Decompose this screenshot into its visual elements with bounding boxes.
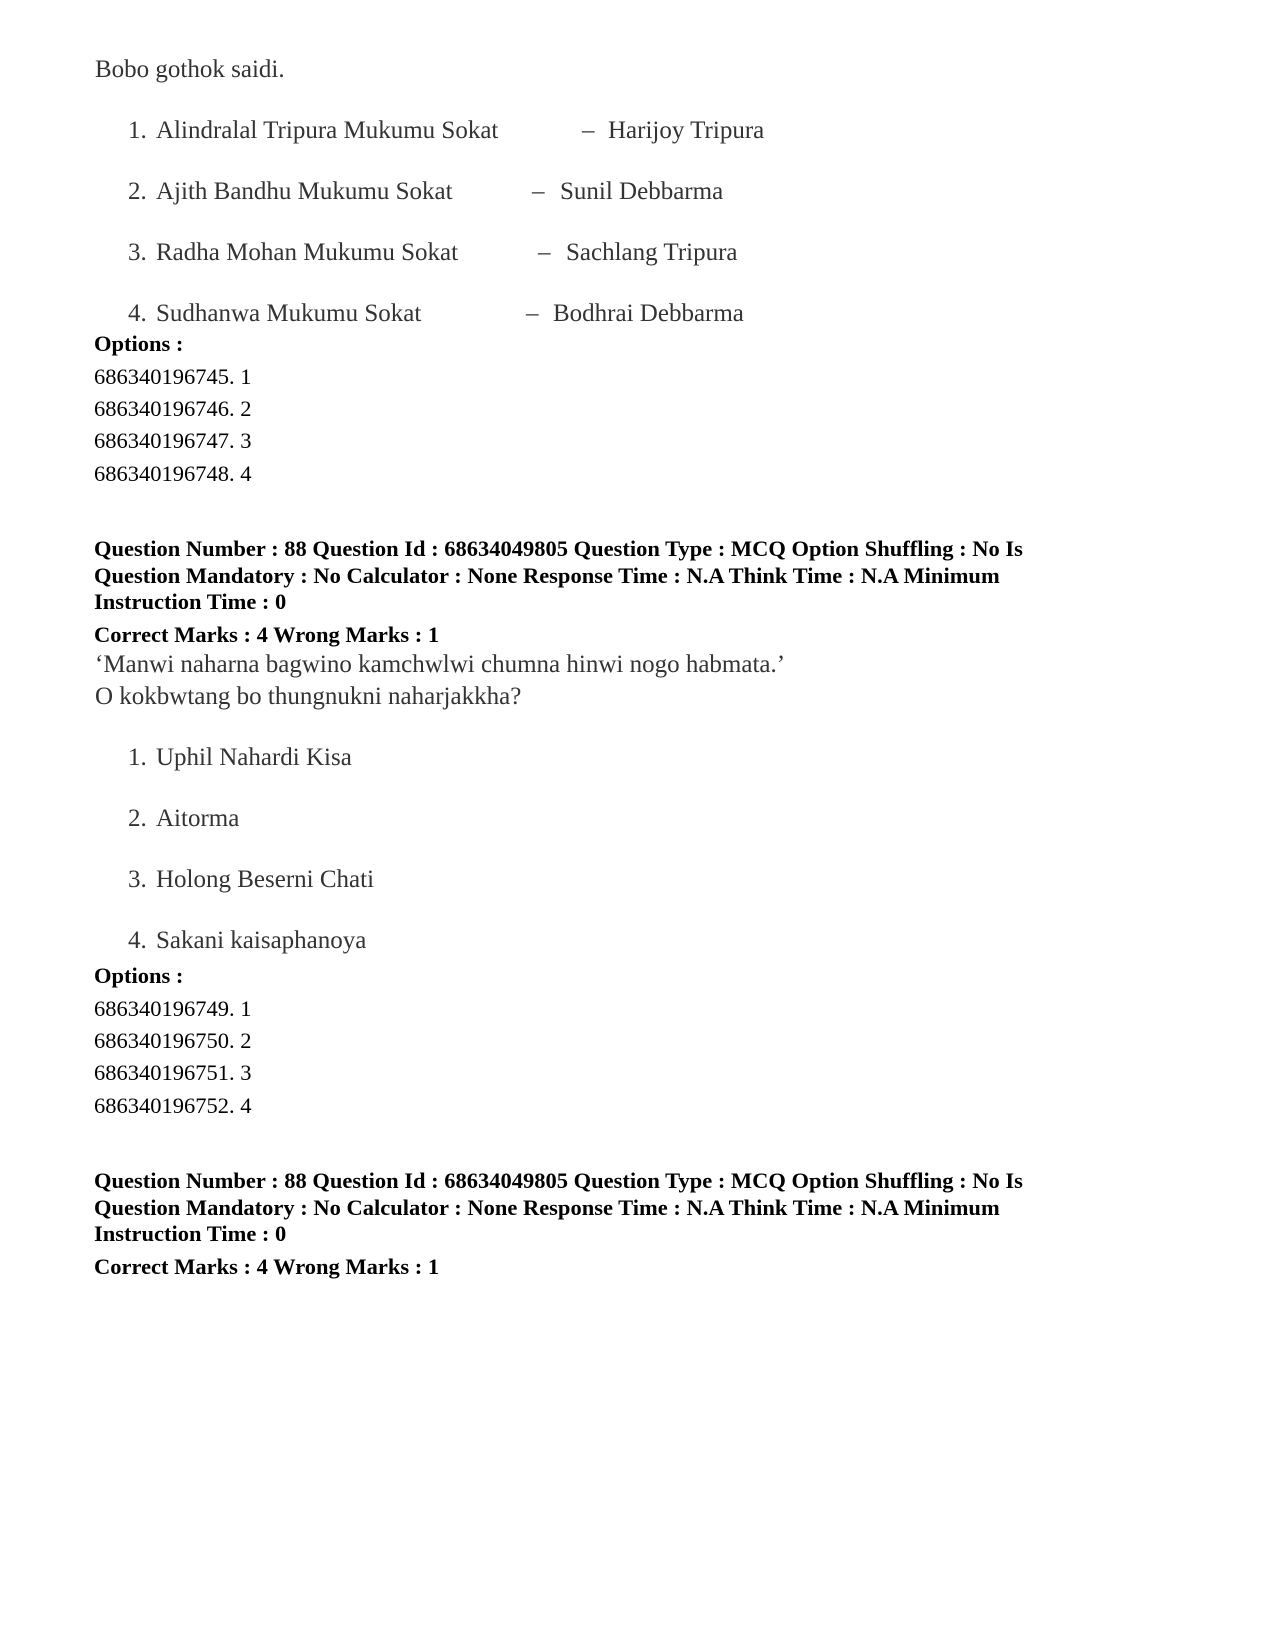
options-label: Options : (94, 963, 184, 988)
item-right: Sunil Debbarma (560, 178, 724, 205)
question-meta-line: Question Mandatory : No Calculator : None Response Time : N.A Think Time : N.A Minimum (94, 1195, 1000, 1220)
item-number: 1. (128, 117, 147, 144)
item-number: 4. (128, 300, 147, 327)
option-item: 686340196752. 4 (94, 1093, 252, 1118)
item-text: Uphil Nahardi Kisa (156, 744, 352, 771)
item-right: Sachlang Tripura (566, 239, 738, 266)
question-meta-line: Question Number : 88 Question Id : 68634049805 Question Type : MCQ Option Shuffling : No Is (94, 536, 1023, 561)
question-meta-line: Question Mandatory : No Calculator : None Response Time : N.A Think Time : N.A Minimum (94, 563, 1000, 588)
item-right: Harijoy Tripura (608, 117, 765, 144)
item-number: 4. (128, 927, 147, 954)
item-dash: – (538, 239, 551, 266)
marks-line: Correct Marks : 4 Wrong Marks : 1 (94, 1254, 440, 1279)
item-number: 2. (128, 178, 147, 205)
item-right: Bodhrai Debbarma (553, 300, 744, 327)
item-text: Sakani kaisaphanoya (156, 927, 367, 954)
question-text: ‘Manwi naharna bagwino kamchwlwi chumna hinwi nogo habmata.’ (95, 651, 786, 678)
item-number: 3. (128, 866, 147, 893)
item-number: 2. (128, 805, 147, 832)
item-dash: – (526, 300, 539, 327)
option-item: 686340196749. 1 (94, 996, 252, 1021)
item-dash: – (532, 178, 545, 205)
option-item: 686340196750. 2 (94, 1028, 252, 1053)
option-item: 686340196745. 1 (94, 364, 252, 389)
item-left: Sudhanwa Mukumu Sokat (156, 300, 422, 327)
item-left: Alindralal Tripura Mukumu Sokat (156, 117, 499, 144)
item-number: 3. (128, 239, 147, 266)
question-text: O kokbwtang bo thungnukni naharjakkha? (95, 683, 522, 710)
option-item: 686340196747. 3 (94, 428, 252, 453)
question-meta-line: Instruction Time : 0 (94, 589, 287, 614)
item-left: Ajith Bandhu Mukumu Sokat (156, 178, 453, 205)
options-label: Options : (94, 331, 184, 356)
marks-line: Correct Marks : 4 Wrong Marks : 1 (94, 622, 440, 647)
item-text: Aitorma (156, 805, 240, 832)
intro-text: Bobo gothok saidi. (95, 56, 285, 83)
option-item: 686340196746. 2 (94, 396, 252, 421)
question-meta-line: Instruction Time : 0 (94, 1221, 287, 1246)
item-number: 1. (128, 744, 147, 771)
item-text: Holong Beserni Chati (156, 866, 375, 893)
question-meta-line: Question Number : 88 Question Id : 68634049805 Question Type : MCQ Option Shuffling : No Is (94, 1168, 1023, 1193)
option-item: 686340196748. 4 (94, 461, 252, 486)
item-dash: – (582, 117, 595, 144)
item-left: Radha Mohan Mukumu Sokat (156, 239, 459, 266)
option-item: 686340196751. 3 (94, 1060, 252, 1085)
